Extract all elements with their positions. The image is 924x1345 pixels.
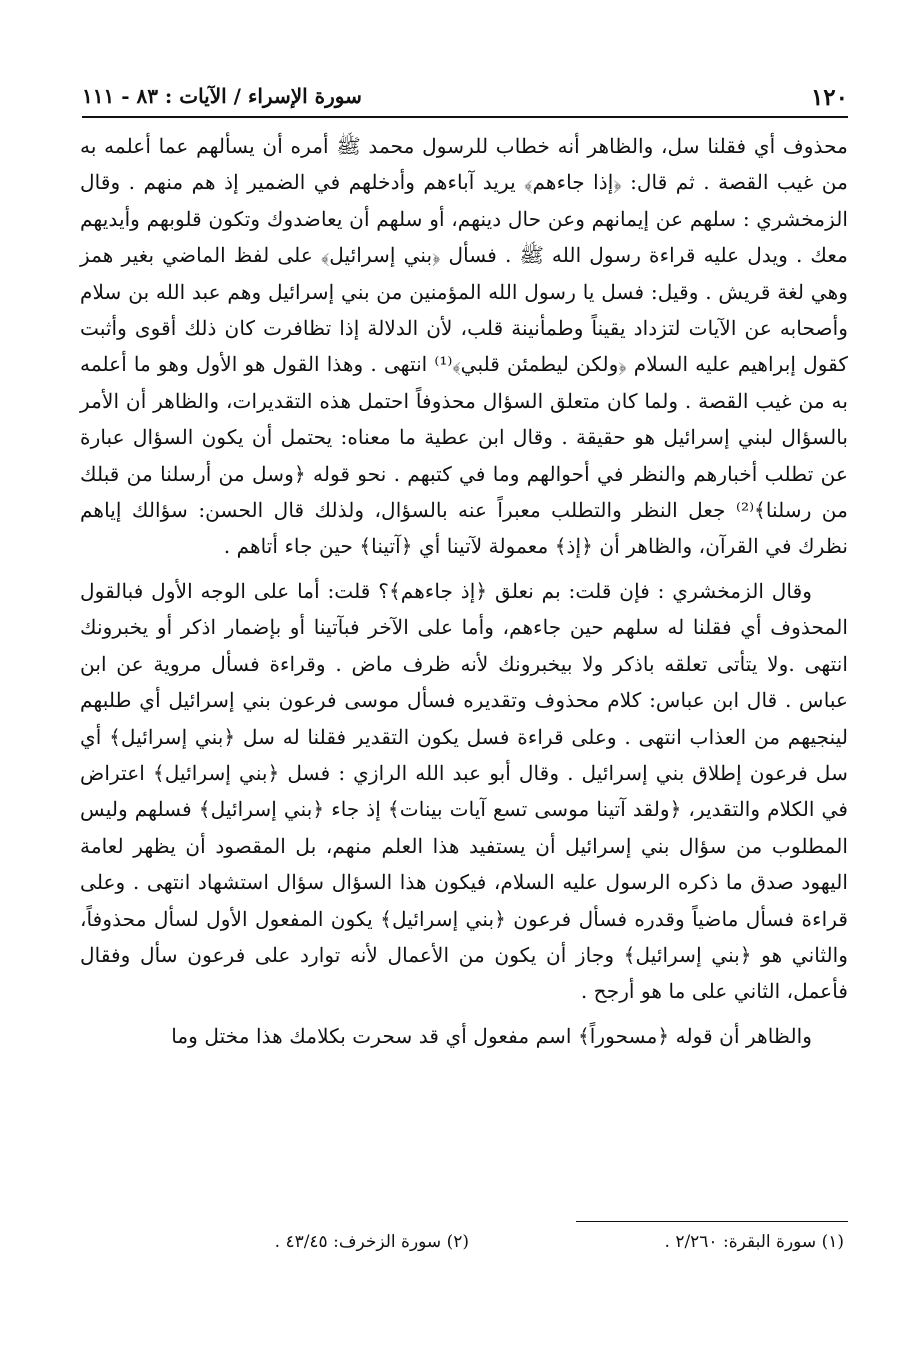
paragraph-3: والظاهر أن قوله ﴿مسحوراً﴾ اسم مفعول أي قد سحرت بكلامك هذا مختل وما	[171, 1023, 812, 1048]
page-header	[82, 84, 848, 118]
page-number: ١٢٠	[810, 84, 848, 111]
paragraph-1: محذوف أي فقلنا سل، والظاهر أنه خطاب للرسول محمد ﷺ أمره أن يسألهم عما أعلمه به من غيب القصة . ثم قال: ﴿إذا جاءهم﴾ يريد آباءهم وأدخلهم في الضمير إذ هم منهم . وقال الزمخشري : سلهم عن إيمانهم وعن حال دينهم، أو سلهم أن يعاضدوك وتكون قلوبهم وأيديهم معك . ويدل عليه قراءة رسول الله ﷺ . فسأل ﴿بني إسرائيل﴾ على لفظ الماضي بغير همز وهي لغة قريش . وقيل: فسل يا رسول الله المؤمنين من بني إسرائيل وهم عبد الله بن سلام وأصحابه عن الآيات لتزداد يقيناً وطمأنينة قلب، لأن الدلالة إذا تظافرت كان ذلك أقوى وأثبت كقول إبراهيم عليه السلام ﴿ولكن ليطمئن قلبي﴾⁽¹⁾ انتهى . وهذا القول هو الأول وهو ما أعلمه به من غيب القصة . ولما كان متعلق السؤال محذوفاً احتمل هذه التقديرات، والظاهر أن الأمر بالسؤال لبني إسرائيل هو حقيقة . وقال ابن عطية ما معناه: يحتمل أن يكون السؤال عبارة عن تطلب أخبارهم والنظر في أحوالهم وما في كتبهم . نحو قوله ﴿وسل من أرسلنا من قبلك من رسلنا﴾⁽²⁾ جعل النظر والتطلب معبراً عنه بالسؤال، ولذلك قال الحسن: سؤالك إياهم نظرك في القرآن، والظاهر أن ﴿إذ﴾ معمولة لآتينا أي ﴿آتينا﴾ حين جاء أتاهم .	[80, 134, 848, 559]
paragraph-2: وقال الزمخشري : فإن قلت: بم نعلق ﴿إذ جاءهم﴾؟ قلت: أما على الوجه الأول فبالقول المحذوف أي فقلنا له سلهم حين جاءهم، وأما على الآخر فبآتينا أو بإضمار اذكر أو يخبرونك انتهى .ولا يتأتى تعلقه باذكر ولا بيخبرونك لأنه ظرف ماض . وقراءة فسأل مروية عن ابن عباس . قال ابن عباس: كلام محذوف وتقديره فسأل موسى فرعون بني إسرائيل أي طلبهم لينجيهم من العذاب انتهى . وعلى قراءة فسل يكون التقدير فقلنا له سل ﴿بني إسرائيل﴾ أي سل فرعون إطلاق بني إسرائيل . وقال أبو عبد الله الرازي : فسل ﴿بني إسرائيل﴾ اعتراض في الكلام والتقدير، ﴿ولقد آتينا موسى تسع آيات بينات﴾ إذ جاء ﴿بني إسرائيل﴾ فسلهم وليس المطلوب من سؤال بني إسرائيل أن يستفيد هذا العلم منهم، بل المقصود أن يظهر لعامة اليهود صدق ما ذكره الرسول عليه السلام، فيكون هذا السؤال سؤال استشهاد انتهى . وعلى قراءة فسأل ماضياً وقدره فسأل فرعون ﴿بني إسرائيل﴾ يكون المفعول الأول لسأل محذوفاً، والثاني هو ﴿بني إسرائيل﴾ وجاز أن يكون من الأعمال لأنه توارد على فرعون سأل وفقال فأعمل، الثاني على ما هو أرجح .	[80, 578, 848, 1004]
body-text	[80, 128, 848, 1054]
running-title: سورة الإسراء / الآيات : ٨٣ - ١١١	[82, 84, 362, 108]
footnote-1: (١) سورة البقرة: ٢/٢٦٠ .	[664, 1232, 844, 1252]
footnote-divider	[576, 1221, 848, 1222]
footnote-2: (٢) سورة الزخرف: ٤٣/٤٥ .	[274, 1232, 469, 1252]
